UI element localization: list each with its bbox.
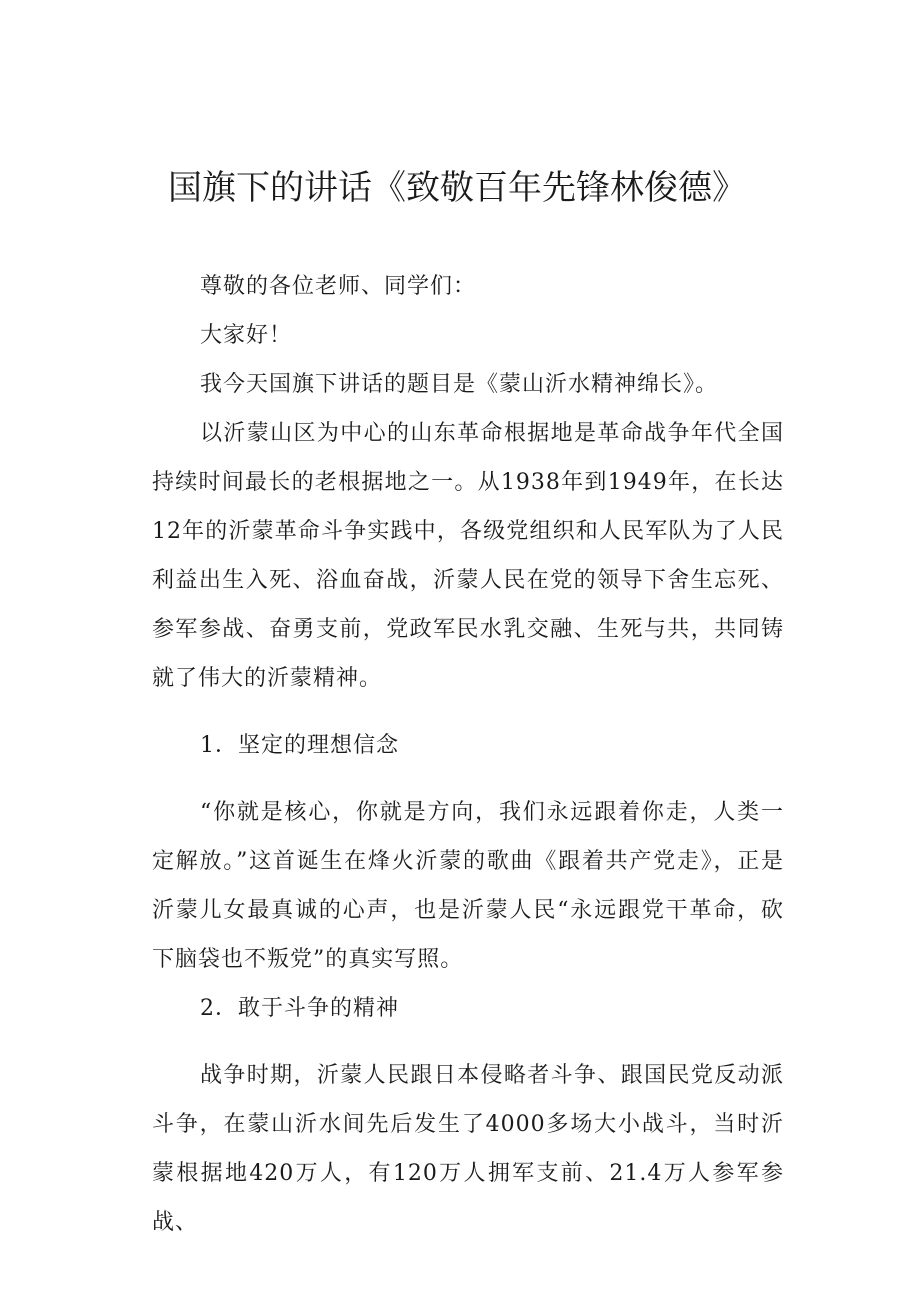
spacer [152, 770, 784, 788]
paragraph-intro: 以沂蒙山区为中心的山东革命根据地是革命战争年代全国持续时间最长的老根据地之一。从1938年到1949年，在长达12年的沂蒙革命斗争实践中，各级党组织和人民军队为了人民利益出生入死、浴血奋战，沂蒙人民在党的领导下舍生忘死、参军参战、奋勇支前，党政军民水乳交融、生死与共，共同铸就了伟大的沂蒙精神。 [152, 421, 784, 691]
spacer [152, 1033, 784, 1051]
hello-line: 大家好！ [200, 323, 293, 348]
section-heading-2: 2．敢于斗争的精神 [200, 996, 399, 1021]
document-title: 国旗下的讲话《致敬百年先锋林俊德》 [168, 168, 746, 208]
document-body [152, 262, 784, 1247]
greeting-line: 尊敬的各位老师、同学们： [200, 274, 477, 299]
paragraph-faith: “你就是核心，你就是方向，我们永远跟着你走，人类一定解放。”这首诞生在烽火沂蒙的歌曲《跟着共产党走》，正是沂蒙儿女最真诚的心声，也是沂蒙人民“永远跟党干革命，砍下脑袋也不叛党”的真实写照。 [152, 800, 784, 972]
topic-line: 我今天国旗下讲话的题目是《蒙山沂水精神绵长》。 [200, 372, 719, 397]
spacer [152, 703, 784, 721]
section-heading-1: 1．坚定的理想信念 [200, 733, 399, 758]
paragraph-struggle: 战争时期，沂蒙人民跟日本侵略者斗争、跟国民党反动派斗争，在蒙山沂水间先后发生了4000多场大小战斗，当时沂蒙根据地420万人，有120万人拥军支前、21.4万人参军参战、 [152, 1063, 784, 1235]
